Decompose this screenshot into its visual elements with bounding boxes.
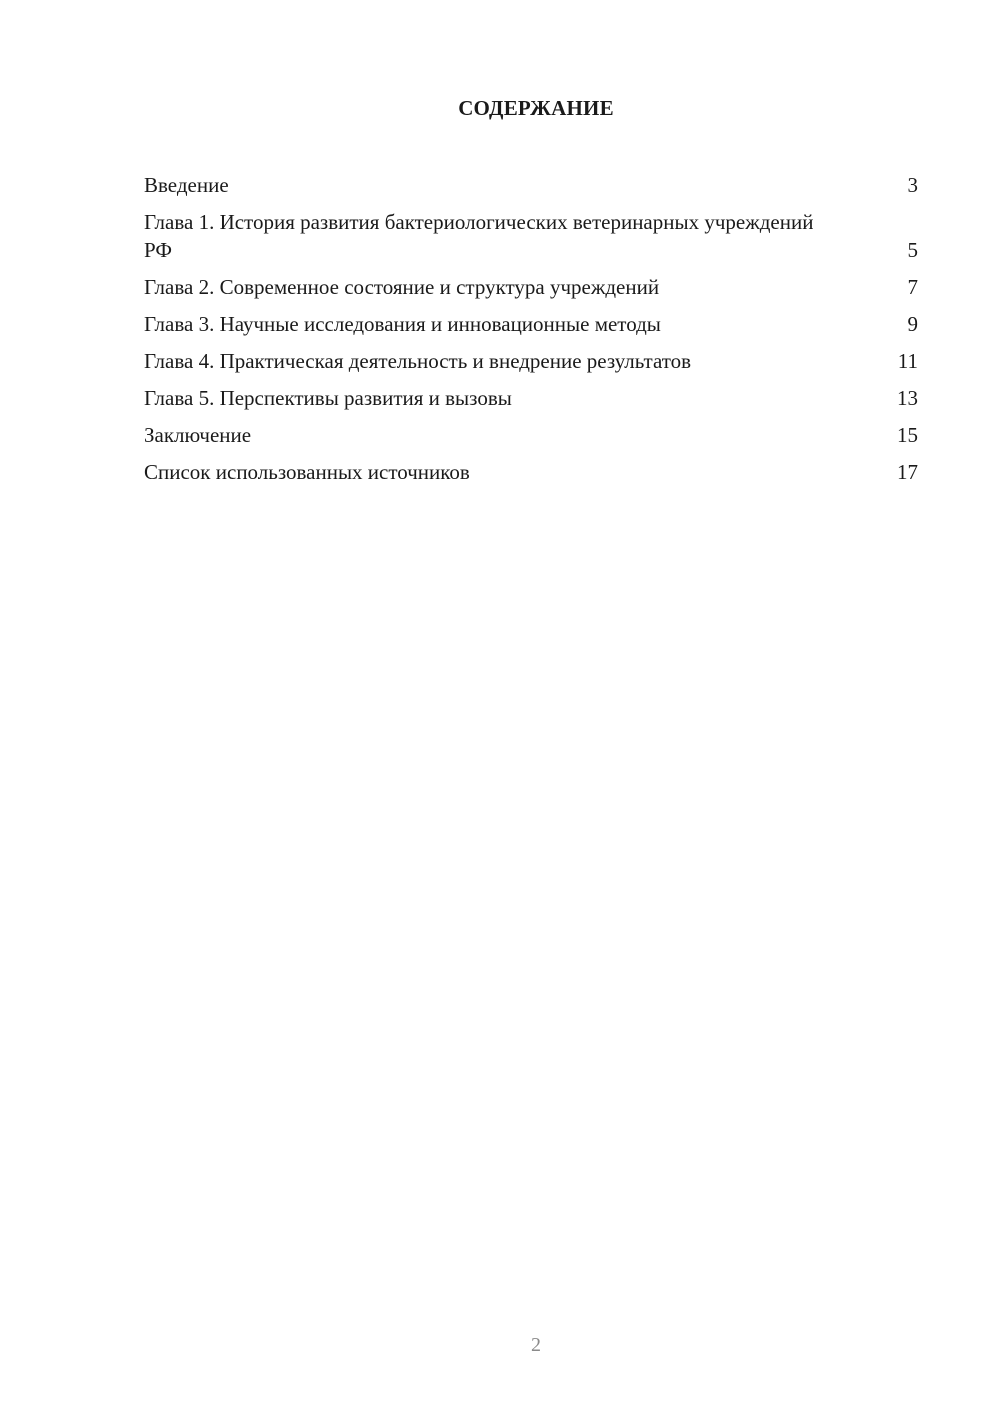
toc-entry-chapter-4[interactable]	[144, 347, 918, 375]
toc-entry-label: Введение	[144, 173, 229, 197]
toc-entry-label: Глава 5. Перспективы развития и вызовы	[144, 386, 512, 410]
toc-entry-label: Глава 3. Научные исследования и инновационные методы	[144, 312, 661, 336]
table-of-contents	[144, 171, 918, 495]
toc-entry-page: 15	[897, 423, 918, 447]
toc-entry-chapter-5[interactable]	[144, 384, 918, 412]
toc-entry-page: 11	[897, 349, 918, 373]
toc-entry-chapter-1[interactable]	[144, 208, 918, 264]
toc-entry-chapter-3[interactable]	[144, 310, 918, 338]
toc-entry-page: 7	[907, 275, 918, 299]
toc-entry-label: Заключение	[144, 423, 252, 447]
toc-entry-label: Список использованных источников	[144, 460, 470, 484]
toc-entry-references[interactable]	[144, 458, 918, 486]
toc-entry-page: 9	[907, 312, 918, 336]
toc-entry-chapter-2[interactable]	[144, 273, 918, 301]
toc-entry-introduction[interactable]	[144, 171, 918, 199]
toc-entry-page: 13	[897, 386, 918, 410]
toc-entry-page: 3	[907, 173, 918, 197]
page-title: СОДЕРЖАНИЕ	[458, 96, 614, 120]
toc-entry-label: Глава 1. История развития бактериологических ветеринарных учреждений РФ	[144, 210, 814, 262]
toc-entry-label: Глава 2. Современное состояние и структура учреждений	[144, 275, 660, 299]
toc-entry-page: 5	[907, 238, 918, 262]
page-number: 2	[531, 1334, 541, 1356]
toc-entry-label: Глава 4. Практическая деятельность и внедрение результатов	[144, 349, 692, 373]
toc-entry-conclusion[interactable]	[144, 421, 918, 449]
toc-entry-page: 17	[897, 460, 918, 484]
